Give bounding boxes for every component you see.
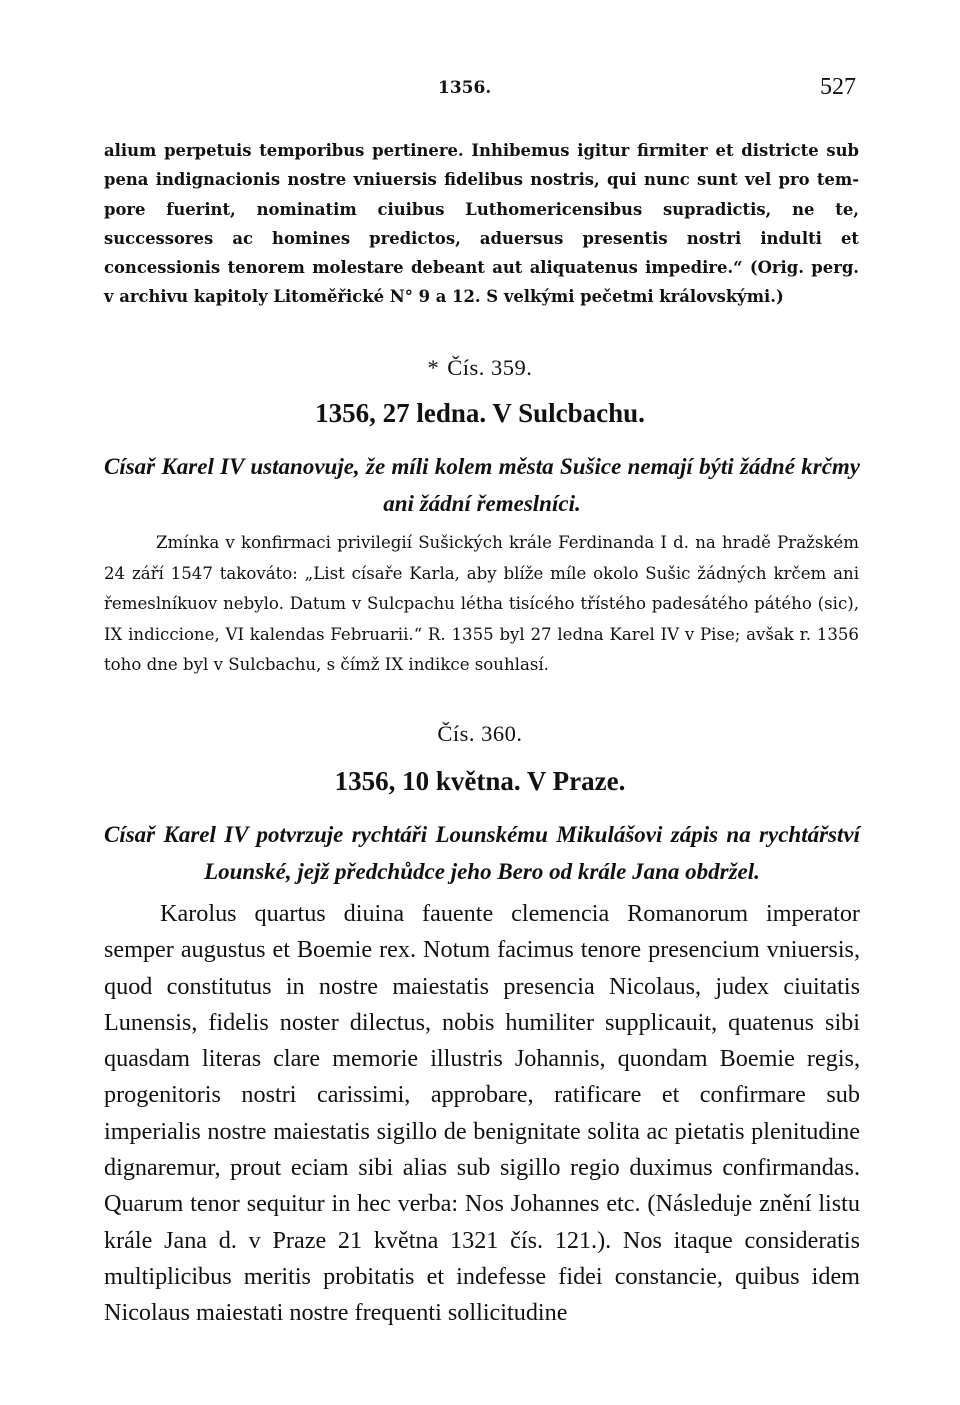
asterisk-marker: * [427,355,440,380]
entry-359-date: 1356, 27 ledna. V Sulcbachu. [315,398,645,428]
entry-360-date: 1356, 10 května. V Praze. [334,766,626,796]
entry-360-regest: Císař Karel IV potvrzuje rychtáři Lounskému Mikulášovi zápis na rychtářství Lounské, jejž předchůdce jeho Bero od krále Jana obdržel. [104,822,860,884]
entry-360-charter-text: Karolus quartus diuina fauente clemencia Romanorum imperator semper augustus et Boemie rex. Notum facimus tenore presencium vniuersis, quod constitutus in nostre maiestatis presencia Nicolaus, judex ciuitatis Lunensis, fidelis noster dilectus, nobis humiliter supplicauit, quatenus sibi quasdam literas clare memorie illustris Johannis, quondam Boemie regis, progenitoris nostri carissimi, approbare, ratificare et confirmare sub imperialis nostre maiestatis sigillo de benignitate solita ac pietatis plenitudine dignaremur, prout eciam sibi alias sub sigillo regio duximus confirmandas. Quarum tenor sequitur in hec verba: Nos Johannes etc. (Následuje znění listu krále Jana d. v Praze 21 května 1321 čís. 121.). Nos itaque consideratis multiplicibus meritis probitatis et indefesse fidei constancie, quibus idem Nicolaus maiestati nostre frequenti sollicitudine [104,900,860,1327]
entry-359-number [0,355,960,381]
entry-360-number: Čís. 360. [437,721,523,746]
previous-entry-text: alium perpetuis temporibus pertinere. Inhibemus igitur firmiter et districte sub pena indignacionis nostre vniuersis fidelibus nostris, qui nunc sunt vel pro tempore fuerint, nominatim ciuibus Luthomericensibus supradictis, ne te, successores ac homines predictos, aduersus presentis nostri indulti et concessionis tenorem molestare debeant aut aliquatenus impedire.“ (Orig. perg. v archivu kapitoly Litoměřické N° 9 a 12. S velkými pečetmi královskými.) [104,141,859,307]
entry-359-number-label: Čís. 359. [447,355,533,380]
entry-359-regest: Císař Karel IV ustanovuje, že míli kolem města Sušice nemají býti žádné krčmy ani žádní řemeslníci. [104,454,860,516]
running-header [104,74,856,104]
running-header-year: 1356. [438,78,492,98]
entry-359-note: Zmínka v konfirmaci privilegií Sušických krále Ferdinanda I d. na hradě Pražském 24 září 1547 takováto: „List císaře Karla, aby blíže míle okolo Sušic žádných krčem ani řemeslníkuov nebylo. Datum v Sulcpachu létha tisícého třístého padesátého pátého (sic), IX indiccione, VI kalendas Februarii.“ R. 1355 byl 27 ledna Karel IV v Pise; avšak r. 1356 toho dne byl v Sulcbachu, s čímž IX indikce souhlasí. [104,533,859,675]
page-number: 527 [820,74,856,100]
